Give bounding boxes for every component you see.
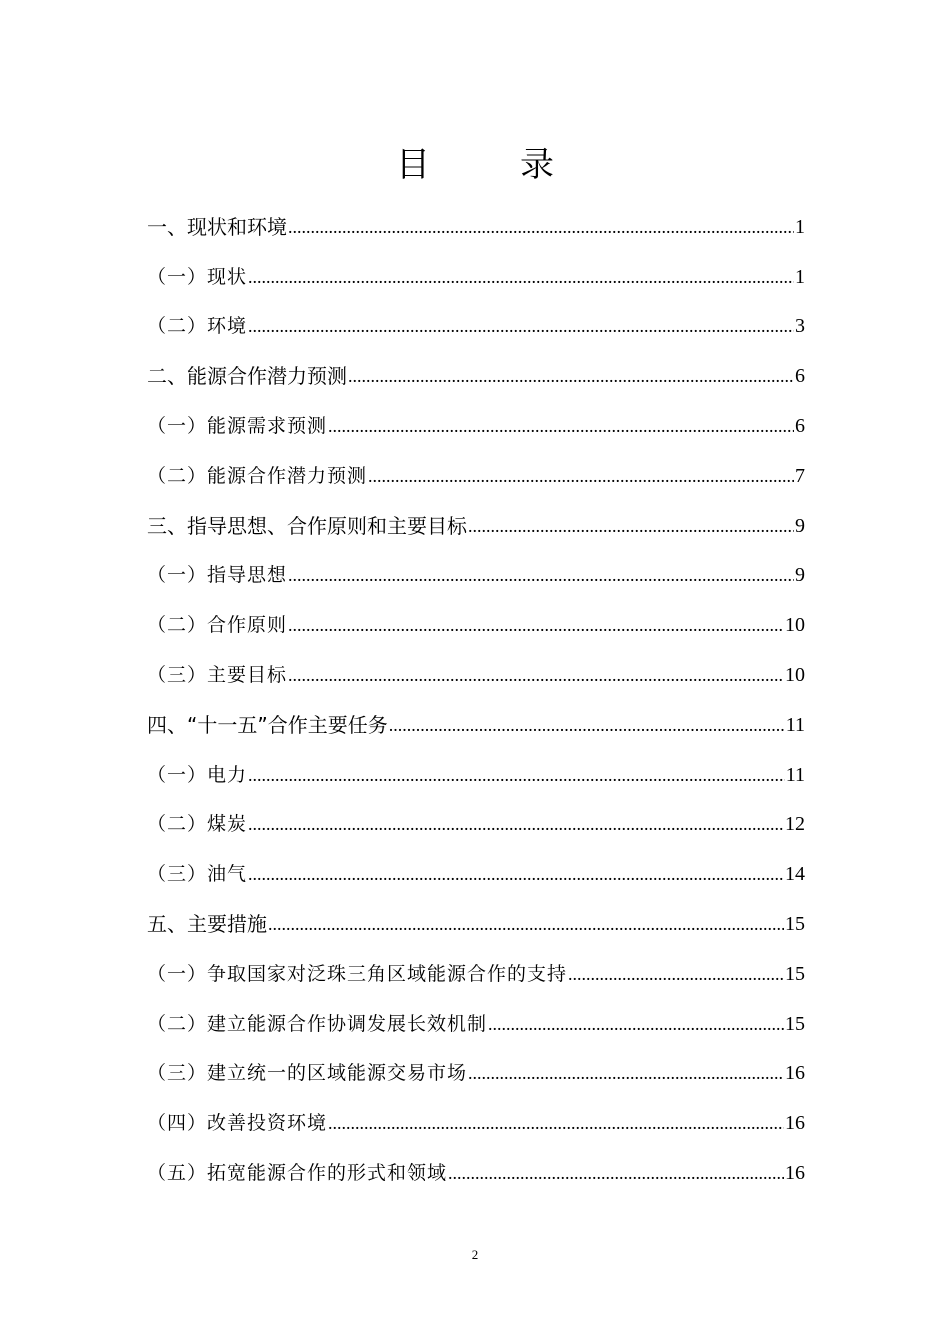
toc-entry-label: （一）电力 xyxy=(147,763,248,786)
toc-dot-leader xyxy=(288,214,794,250)
toc-dot-leader xyxy=(468,513,794,549)
toc-dot-leader xyxy=(389,712,785,748)
toc-dot-leader xyxy=(328,413,794,449)
toc-entry-label: （三）主要目标 xyxy=(147,663,288,686)
toc-entry[interactable] xyxy=(147,250,805,300)
toc-entry-page: 6 xyxy=(795,365,805,388)
toc-entry-label: （二）煤炭 xyxy=(147,813,248,836)
toc-entry-page: 3 xyxy=(795,315,805,338)
toc-dot-leader xyxy=(288,662,784,698)
toc-entry-label: （一）争取国家对泛珠三角区域能源合作的支持 xyxy=(147,962,568,985)
toc-entry-page: 11 xyxy=(785,713,805,736)
page-number: 2 xyxy=(471,1247,479,1262)
toc-dot-leader xyxy=(248,811,784,847)
toc-entry-page: 15 xyxy=(785,1012,805,1035)
toc-entry-label: （五）拓宽能源合作的形式和领域 xyxy=(147,1161,448,1184)
toc-dot-leader xyxy=(568,961,784,997)
toc-entry[interactable] xyxy=(147,399,805,449)
toc-entry[interactable] xyxy=(147,1047,805,1097)
toc-entry-label: 四、“十一五”合作主要任务 xyxy=(147,712,388,737)
toc-entry[interactable] xyxy=(147,897,805,947)
toc-dot-leader xyxy=(348,363,794,399)
toc-entry-page: 11 xyxy=(785,763,805,786)
toc-entry-page: 10 xyxy=(785,663,805,686)
toc-entry[interactable] xyxy=(147,698,805,748)
table-of-contents xyxy=(147,200,805,1196)
toc-entry-page: 15 xyxy=(785,962,805,985)
toc-entry[interactable] xyxy=(147,449,805,499)
toc-entry-page: 16 xyxy=(785,1062,805,1085)
toc-entry[interactable] xyxy=(147,349,805,399)
toc-entry-page: 9 xyxy=(795,564,805,587)
toc-dot-leader xyxy=(368,463,794,499)
page-title: 目 录 xyxy=(396,145,582,185)
toc-entry[interactable] xyxy=(147,847,805,897)
toc-dot-leader xyxy=(248,313,794,349)
toc-entry-label: （三）建立统一的区域能源交易市场 xyxy=(147,1062,468,1085)
toc-entry-label: 五、主要措施 xyxy=(147,911,267,936)
toc-entry[interactable] xyxy=(147,300,805,350)
toc-entry[interactable] xyxy=(147,748,805,798)
toc-dot-leader xyxy=(328,1110,784,1146)
toc-entry-label: 一、现状和环境 xyxy=(147,214,287,239)
toc-entry[interactable] xyxy=(147,200,805,250)
toc-entry[interactable] xyxy=(147,798,805,848)
toc-dot-leader xyxy=(488,1011,784,1047)
toc-entry[interactable] xyxy=(147,947,805,997)
toc-entry[interactable] xyxy=(147,549,805,599)
toc-dot-leader xyxy=(268,911,784,947)
toc-dot-leader xyxy=(248,861,784,897)
toc-entry[interactable] xyxy=(147,499,805,549)
toc-entry-label: （一）能源需求预测 xyxy=(147,414,328,437)
toc-entry-page: 9 xyxy=(795,514,805,537)
toc-entry-page: 16 xyxy=(785,1161,805,1184)
toc-entry-page: 12 xyxy=(785,813,805,836)
toc-entry-label: （一）现状 xyxy=(147,265,248,288)
toc-entry-label: 二、能源合作潜力预测 xyxy=(147,364,347,389)
toc-dot-leader xyxy=(288,562,794,598)
toc-entry-label: （二）合作原则 xyxy=(147,614,288,637)
toc-dot-leader xyxy=(288,612,784,648)
toc-entry-label: （四）改善投资环境 xyxy=(147,1112,328,1135)
toc-entry-page: 15 xyxy=(785,912,805,935)
toc-entry-label: （二）能源合作潜力预测 xyxy=(147,464,368,487)
toc-entry-label: （一）指导思想 xyxy=(147,564,288,587)
toc-dot-leader xyxy=(448,1160,784,1196)
toc-entry-page: 1 xyxy=(795,215,805,238)
toc-entry-label: （二）环境 xyxy=(147,315,248,338)
toc-entry-label: （三）油气 xyxy=(147,863,248,886)
toc-entry[interactable] xyxy=(147,598,805,648)
toc-entry[interactable] xyxy=(147,1146,805,1196)
toc-dot-leader xyxy=(248,264,794,300)
toc-entry-page: 14 xyxy=(785,863,805,886)
toc-entry[interactable] xyxy=(147,997,805,1047)
toc-entry-label: 三、指导思想、合作原则和主要目标 xyxy=(147,513,467,538)
toc-entry-page: 7 xyxy=(795,464,805,487)
toc-entry[interactable] xyxy=(147,1096,805,1146)
toc-entry-page: 6 xyxy=(795,414,805,437)
toc-entry-label: （二）建立能源合作协调发展长效机制 xyxy=(147,1012,488,1035)
toc-dot-leader xyxy=(468,1060,784,1096)
toc-dot-leader xyxy=(248,762,785,798)
toc-entry[interactable] xyxy=(147,648,805,698)
toc-entry-page: 10 xyxy=(785,614,805,637)
toc-entry-page: 1 xyxy=(795,265,805,288)
toc-entry-page: 16 xyxy=(785,1112,805,1135)
